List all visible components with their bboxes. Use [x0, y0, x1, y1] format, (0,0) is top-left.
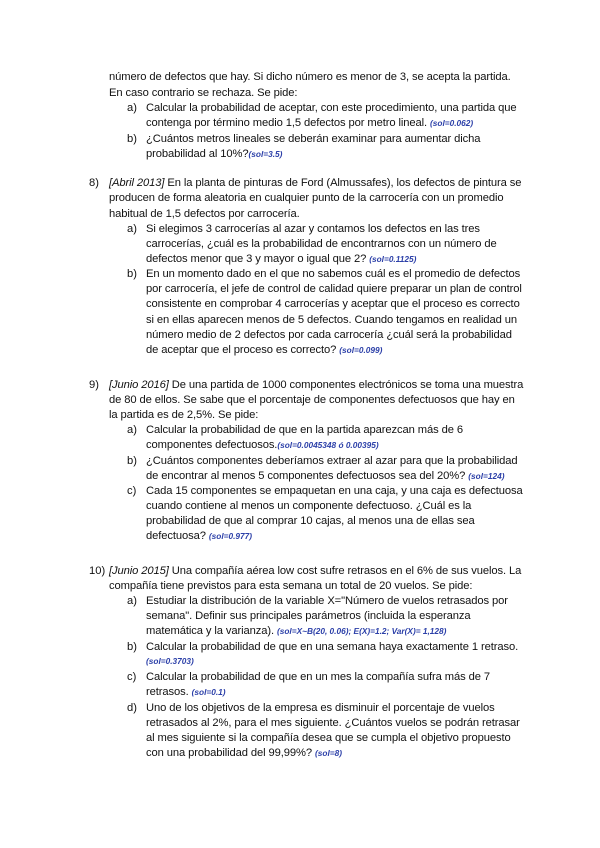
item-text-last [146, 438, 379, 453]
item-label: a) [127, 595, 137, 607]
solution-note: (sol=0.062) [430, 118, 474, 128]
item-text-last [146, 654, 194, 669]
solution-note: (sol=124) [468, 471, 505, 481]
item-text-last [146, 252, 416, 267]
item-text-end: probabilidad al 10%? [146, 148, 249, 160]
item-text-last [146, 343, 382, 358]
problem-line: la partida es de 2,5%. Se pide: [109, 409, 259, 421]
item-text: carrocerías, ¿cuál es la probabilidad de encontrarnos con un número de [146, 238, 497, 250]
item-text: semana". Definir sus principales parámetros (incluida la esperanza [146, 610, 471, 622]
item-text: por carrocería, el jefe de control de calidad quiere preparar un plan de control [146, 283, 522, 295]
problem-line: compañía tiene previstos para esta semana un total de 20 vuelos. Se pide: [109, 580, 473, 592]
problem-line: producen de forma aleatoria en cualquier punto de la carrocería con un promedio [109, 192, 504, 204]
problem-number: 8) [89, 177, 99, 189]
solution-note: (sol=0.1125) [369, 254, 417, 264]
item-label: d) [127, 702, 137, 714]
item-text: Estudiar la distribución de la variable X="Número de vuelos retrasados por [146, 595, 508, 607]
item-text-end: de aceptar que el proceso es correcto? [146, 344, 340, 356]
item-text: Calcular la probabilidad de aceptar, con este procedimiento, una partida que [146, 102, 517, 114]
solution-note: (sol=X~B(20, 0.06); E(X)=1.2; Var(X)= 1,128) [276, 626, 447, 636]
intro-line: número de defectos que hay. Si dicho número es menor de 3, se acepta la partida. [109, 71, 511, 83]
item-text-end: contenga por término medio 1,5 defectos por metro lineal. [146, 117, 430, 129]
item-label: a) [127, 102, 137, 114]
problem-first-line [109, 176, 521, 191]
item-text: consistente en comprobar 4 carrocerías y aceptar que el proceso es correcto [146, 298, 520, 310]
item-text: Cada 15 componentes se empaquetan en una caja, y una caja es defectuosa [146, 485, 523, 497]
solution-note: (sol=0.0045348 ó 0.00395) [277, 440, 379, 450]
item-text-last [146, 624, 446, 639]
item-text: probabilidad de que al comprar 10 cajas, al menos una de ellas sea [146, 515, 475, 527]
problem-text: De una partida de 1000 componentes electrónicos se toma una muestra [168, 379, 524, 391]
problem-line: habitual de 1,5 defectos por carrocería. [109, 208, 300, 220]
item-text: Si elegimos 3 carrocerías al azar y contamos los defectos en las tres [146, 223, 480, 235]
problem-date: [Junio 2016] [109, 379, 169, 391]
solution-note: (sol=0.1) [191, 687, 226, 697]
item-text: cuando contiene al menos un componente defectuoso. ¿Cuál es la [146, 500, 472, 512]
item-label: a) [127, 424, 137, 436]
item-label: a) [127, 223, 137, 235]
problem-text: Una compañía aérea low cost sufre retrasos en el 6% de sus vuelos. La [168, 565, 522, 577]
solution-note: (sol=0.099) [339, 345, 383, 355]
problem-line: de 80 de ellos. Se sabe que el porcentaje de componentes defectuosos que hay en [109, 394, 515, 406]
item-text: Calcular la probabilidad de que en la partida aparezcan más de 6 [146, 424, 464, 436]
solution-note: (sol=8) [315, 748, 342, 758]
item-text: al mes siguiente si la compañía desea que se cumpla el objetivo propuesto [146, 732, 511, 744]
item-label: b) [127, 268, 137, 280]
intro-line: En caso contrario se rechaza. Se pide: [109, 87, 298, 99]
problem-number: 10) [89, 565, 106, 577]
item-label: b) [127, 641, 137, 653]
item-text: Uno de los objetivos de la empresa es disminuir el porcentaje de vuelos [146, 702, 495, 714]
solution-note: (sol=3.5) [248, 149, 283, 159]
item-text-end: con una probabilidad del 99,99%? [146, 747, 315, 759]
item-text: si en ellas aparecen menos de 5 defectos. Cuando tengamos en realidad un [146, 314, 517, 326]
item-text-last [146, 529, 252, 544]
item-label: c) [127, 671, 137, 683]
problem-first-line [109, 564, 521, 579]
item-text: Calcular la probabilidad de que en una semana haya exactamente 1 retraso. [146, 641, 519, 653]
problem-text: En la planta de pinturas de Ford (Almussafes), los defectos de pintura se [164, 177, 522, 189]
solution-note: (sol=0.977) [208, 531, 252, 541]
item-text-end: matemática y la varianza). [146, 625, 277, 637]
item-text-end: componentes defectuosos. [146, 439, 278, 451]
problem-date: [Abril 2013] [109, 177, 165, 189]
item-label: c) [127, 485, 137, 497]
item-text-last [146, 116, 473, 131]
solution-note: (sol=0.3703) [146, 656, 194, 666]
item-text-end: defectos menor que 3 y mayor o igual que 2? [146, 253, 370, 265]
item-text: retrasados al 2%, para el mes siguiente. ¿Cuántos vuelos se podrán retrasar [146, 717, 520, 729]
item-text: ¿Cuántos metros lineales se deberán examinar para aumentar dicha [146, 133, 481, 145]
item-text-last [146, 685, 226, 700]
item-label: b) [127, 455, 137, 467]
item-text: En un momento dado en el que no sabemos cuál es el promedio de defectos [146, 268, 521, 280]
item-text-last [146, 469, 504, 484]
item-text: ¿Cuántos componentes deberíamos extraer al azar para que la probabilidad [146, 455, 518, 467]
problem-date: [Junio 2015] [109, 565, 169, 577]
item-text-end: de encontrar al menos 5 componentes defectuosos sea del 20%? [146, 470, 469, 482]
item-text: Calcular la probabilidad de que en un mes la compañía sufra más de 7 [146, 671, 490, 683]
item-text-last [146, 746, 342, 761]
item-label: b) [127, 133, 137, 145]
item-text-end: retrasos. [146, 686, 192, 698]
item-text-end: defectuosa? [146, 530, 209, 542]
problem-number: 9) [89, 379, 99, 391]
item-text-last [146, 147, 282, 162]
problem-first-line [109, 378, 523, 393]
item-text: número medio de 2 defectos por cada carrocería ¿cuál será la probabilidad [146, 329, 512, 341]
